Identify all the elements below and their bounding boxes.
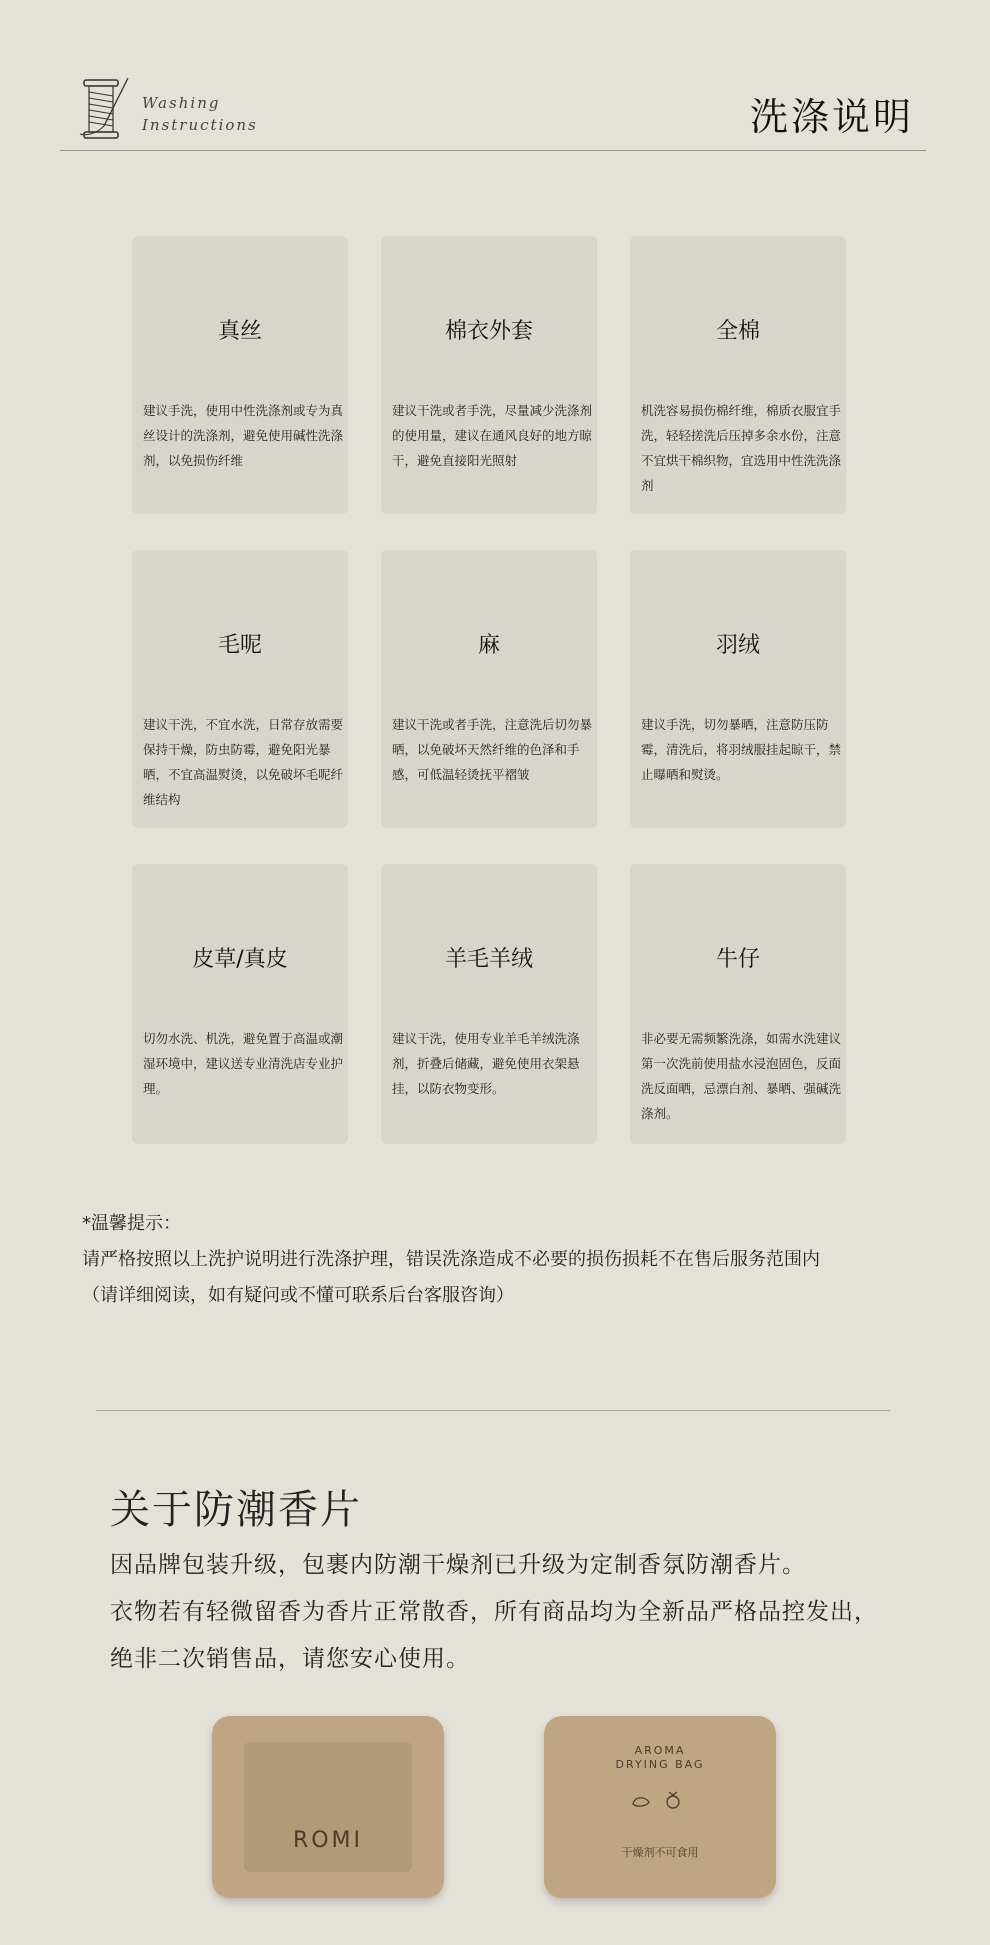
card-body: 建议干洗，使用专业羊毛羊绒洗涤剂，折叠后储藏，避免使用衣架悬挂，以防衣物变形。 [392, 1031, 580, 1096]
logo-line2: Instructions [142, 116, 258, 134]
sachet-icons [544, 1788, 776, 1816]
aroma-line: 因品牌包装升级，包裹内防潮干燥剂已升级为定制香氛防潮香片。 [110, 1552, 806, 1578]
page-title: 洗涤说明 [749, 95, 914, 139]
logo [76, 76, 356, 146]
care-card-cotton-coat [381, 236, 597, 514]
sachet-label-line2: DRYING BAG [615, 1758, 705, 1771]
card-title: 皮草/真皮 [192, 947, 288, 972]
sachet-brand: ROMI [292, 1828, 364, 1853]
card-title: 真丝 [217, 319, 262, 344]
care-card-pure-cotton [630, 236, 846, 514]
warm-tip-text: 请严格按照以上洗护说明进行洗涤护理，错误洗涤造成不必要的损伤损耗不在售后服务范围内 [82, 1249, 820, 1270]
logo-line1: Washing [142, 94, 221, 112]
sachet-label-line1: AROMA [634, 1744, 686, 1757]
do-not-eat-icon [625, 1788, 695, 1812]
card-body: 建议干洗或者手洗，注意洗后切勿暴晒，以免破坏天然纤维的色泽和手感，可低温轻烫抚平褶皱 [392, 717, 593, 782]
care-card-denim [630, 864, 846, 1144]
thread-spool-icon [76, 76, 136, 142]
care-card-wool-cloth [132, 550, 348, 828]
care-card-silk [132, 236, 348, 514]
sachet-front-image [212, 1716, 444, 1898]
aroma-line: 绝非二次销售品，请您安心使用。 [110, 1646, 470, 1672]
care-card-linen [381, 550, 597, 828]
care-card-down [630, 550, 846, 828]
card-title: 羽绒 [715, 633, 760, 658]
sachet-back-image [544, 1716, 776, 1898]
care-card-wool-cashmere [381, 864, 597, 1144]
sachet-warning: 干燥剂不可食用 [621, 1846, 699, 1859]
header-divider [60, 150, 926, 151]
aroma-line: 衣物若有轻微留香为香片正常散香，所有商品均为全新品严格品控发出， [110, 1599, 878, 1625]
card-body: 建议干洗或者手洗，尽量减少洗涤剂的使用量，建议在通风良好的地方晾干，避免直接阳光照射 [392, 403, 593, 468]
card-body: 建议手洗，使用中性洗涤剂或专为真丝设计的洗涤剂，避免使用碱性洗涤剂，以免损伤纤维 [143, 403, 344, 468]
card-title: 羊毛羊绒 [444, 947, 533, 972]
header [60, 60, 926, 152]
warm-tip-heading: *温馨提示： [82, 1213, 181, 1234]
warm-tip-subtext: （请详细阅读，如有疑问或不懂可联系后台客服咨询） [82, 1285, 514, 1306]
card-body: 建议干洗，不宜水洗，日常存放需要保持干燥，防虫防霉，避免阳光暴晒，不宜高温熨烫，以免破坏毛呢纤维结构 [143, 717, 344, 807]
card-body: 切勿水洗、机洗，避免置于高温或潮湿环境中，建议送专业清洗店专业护理。 [143, 1031, 344, 1096]
card-title: 麻 [477, 633, 500, 658]
card-body: 机洗容易损伤棉纤维，棉质衣服宜手洗，轻轻搓洗后压掉多余水份，注意不宜烘干棉织物，宜选用中性洗洗涤剂 [641, 403, 842, 493]
card-body: 非必要无需频繁洗涤，如需水洗建议第一次洗前使用盐水浸泡固色，反面洗反面晒，忌漂白剂、暴晒、强碱洗涤剂。 [641, 1031, 842, 1121]
aroma-section-text [110, 1542, 940, 1683]
card-title: 棉衣外套 [444, 319, 533, 344]
card-title: 毛呢 [217, 633, 262, 658]
warm-tip [82, 1206, 962, 1314]
card-title: 牛仔 [715, 947, 760, 972]
card-title: 全棉 [715, 319, 760, 344]
care-card-fur-leather [132, 864, 348, 1144]
aroma-section-title: 关于防潮香片 [110, 1487, 362, 1533]
section-divider [96, 1410, 890, 1411]
card-body: 建议手洗，切勿暴晒，注意防压防霉，清洗后，将羽绒服挂起晾干，禁止曝晒和熨烫。 [641, 717, 842, 782]
